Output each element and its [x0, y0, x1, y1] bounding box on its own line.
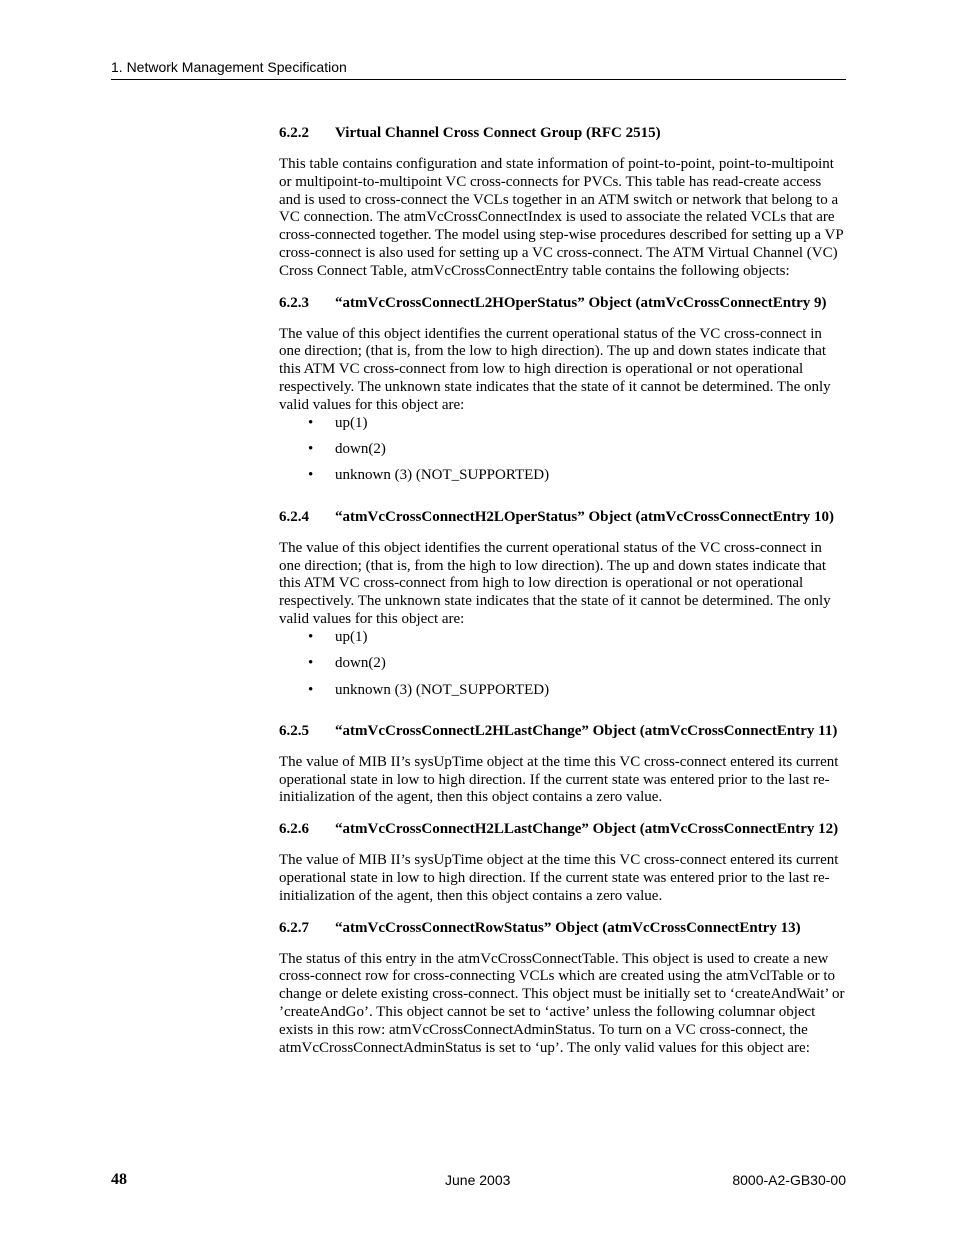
- list-item-text: up(1): [335, 628, 368, 645]
- running-header: [111, 58, 846, 80]
- list-item: [279, 682, 845, 708]
- section-number: 6.2.3: [279, 294, 309, 311]
- section-number: 6.2.2: [279, 125, 309, 141]
- section-paragraph: The value of this object identifies the current operational status of the VC cross-connect in one direction; (that is, from the high to low direction). The up and down states indicate that this ATM VC cross-connect from high to low direction is operational or not operational respectively. The unknown state indicates that the state of it cannot be determined. The only valid values for this object are:: [279, 539, 831, 627]
- section-title: “atmVcCrossConnectRowStatus” Object (atmVcCrossConnectEntry 13): [335, 919, 801, 936]
- section-paragraph: The value of this object identifies the current operational status of the VC cross-connect in one direction; (that is, from the low to high direction). The up and down states indicate that this ATM VC cross-connect from low to high direction is operational or not operational respectively. The unknown state indicates that the state of it cannot be determined. The only valid values for this object are:: [279, 325, 831, 413]
- bullet-icon: •: [308, 681, 314, 698]
- bullet-icon: •: [308, 628, 314, 645]
- section-title: “atmVcCrossConnectL2HLastChange” Object (atmVcCrossConnectEntry 11): [335, 722, 838, 739]
- section-title: “atmVcCrossConnectL2HOperStatus” Object (atmVcCrossConnectEntry 9): [335, 294, 827, 311]
- section-number: 6.2.4: [279, 508, 309, 525]
- document-body: [279, 124, 845, 1070]
- section-number: 6.2.7: [279, 919, 309, 936]
- section-number: 6.2.5: [279, 722, 309, 739]
- list-item-text: unknown (3) (NOT_SUPPORTED): [335, 681, 550, 698]
- list-item-text: unknown (3) (NOT_SUPPORTED): [335, 467, 550, 484]
- bullet-icon: •: [308, 414, 314, 431]
- bullet-icon: •: [308, 467, 314, 484]
- running-title: 1. Network Management Specification: [111, 59, 347, 75]
- list-item-text: down(2): [335, 655, 386, 672]
- section-heading-6-2-4: [279, 508, 845, 526]
- page-number: 48: [111, 1171, 127, 1188]
- page-footer: [111, 1170, 846, 1190]
- value-list: [279, 629, 845, 708]
- bullet-icon: •: [308, 440, 314, 457]
- section-heading-6-2-6: [279, 820, 845, 838]
- list-item: [279, 655, 845, 681]
- section-paragraph: This table contains configuration and state information of point-to-point, point-to-multipoint or multipoint-to-multipoint VC cross-connects for PVCs. This table has read-create access and is used to cross-connect the VCLs together in an ATM switch or network that belong to a VC connection. The atmVcCrossConnectIndex is used to associate the related VCLs that are cross-connected together. The model using step-wise procedures described for setting up a VP cross-connect is also used for setting up a VC cross-connect. The ATM Virtual Channel (VC) Cross Connect Table, atmVcCrossConnectEntry table contains the following objects:: [279, 156, 844, 279]
- section-paragraph: The value of MIB II’s sysUpTime object at the time this VC cross-connect entered its current operational state in low to high direction. If the current state was entered prior to the last re-initialization of the agent, then this object contains a zero value.: [279, 753, 839, 806]
- value-list: [279, 415, 845, 494]
- list-item: [279, 415, 845, 441]
- document-code: 8000-A2-GB30-00: [732, 1172, 846, 1188]
- section-number: 6.2.6: [279, 821, 309, 838]
- list-item-text: down(2): [335, 440, 386, 457]
- section-heading-6-2-5: [279, 722, 845, 740]
- list-item: [279, 629, 845, 655]
- section-heading-6-2-2: [279, 124, 845, 142]
- section-paragraph: The status of this entry in the atmVcCrossConnectTable. This object is used to create a new cross-connect row for cross-connecting VCLs which are created using the atmVclTable or to change or delete existing cross-connect. This object must be initially set to ‘createAndWait’ or ’createAndGo’. This object cannot be set to ‘active’ unless the following columnar object exists in this row: atmVcCrossConnectAdminStatus. To turn on a VC cross-connect, the atmVcCrossConnectAdminStatus is set to ‘up’. The only valid values for this object are:: [279, 950, 845, 1056]
- list-item: [279, 467, 845, 493]
- section-title: “atmVcCrossConnectH2LLastChange” Object (atmVcCrossConnectEntry 12): [335, 821, 839, 838]
- list-item: [279, 441, 845, 467]
- bullet-icon: •: [308, 655, 314, 672]
- section-heading-6-2-3: [279, 294, 845, 312]
- section-heading-6-2-7: [279, 919, 845, 937]
- list-item-text: up(1): [335, 414, 368, 431]
- footer-date: June 2003: [445, 1172, 511, 1188]
- section-paragraph: The value of MIB II’s sysUpTime object at the time this VC cross-connect entered its current operational state in low to high direction. If the current state was entered prior to the last re-initialization of the agent, then this object contains a zero value.: [279, 852, 839, 904]
- section-title: “atmVcCrossConnectH2LOperStatus” Object (atmVcCrossConnectEntry 10): [335, 508, 834, 525]
- section-title: Virtual Channel Cross Connect Group (RFC 2515): [335, 125, 661, 141]
